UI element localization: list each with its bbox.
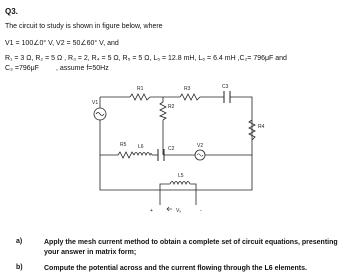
resistor-r5 — [118, 152, 134, 158]
label-l6: L6 — [138, 144, 144, 150]
label-vx: Vₓ — [176, 208, 181, 214]
inductor-l6 — [134, 153, 152, 156]
part-a — [16, 238, 346, 260]
part-b-label: b) — [16, 264, 23, 271]
voltage-source-v2 — [195, 150, 205, 160]
label-v1: V1 — [92, 100, 99, 106]
label-r4: R4 — [258, 124, 265, 130]
label-r1: R1 — [137, 86, 144, 92]
label-r3: R3 — [184, 86, 191, 92]
label-c3: C3 — [222, 84, 229, 90]
part-b — [16, 264, 346, 276]
c3-value: C₃ =796μF — [5, 65, 39, 72]
wire — [160, 184, 170, 190]
wire — [190, 184, 196, 190]
resistor-r3 — [180, 94, 200, 100]
source-values: V1 = 100∠0° V, V2 = 50∠60° V, and — [5, 40, 119, 47]
resistor-r2 — [160, 102, 166, 120]
label-v2: V2 — [197, 143, 204, 149]
question-intro: The circuit to study is shown in figure below, where — [5, 23, 163, 30]
part-b-text: Compute the potential across and the current flowing through the L6 elements. — [44, 265, 307, 272]
resistor-r1 — [130, 94, 150, 100]
inductor-l5 — [170, 182, 190, 185]
part-a-label: a) — [16, 238, 23, 245]
question-number: Q3. — [5, 7, 18, 16]
component-values: R₁ = 3 Ω, R₂ = 5 Ω , R₃ = 2, R₄ = 5 Ω, R₅ = 5 Ω, L₅ = 12.8 mH, L₆ = 6.4 mH ,C₂= 796μF and — [5, 55, 287, 62]
voltage-source-v1 — [94, 108, 106, 120]
vx-plus-sign: + — [150, 208, 153, 214]
label-l5: L5 — [178, 173, 184, 179]
label-r2: R2 — [168, 104, 175, 110]
label-c2: C2 — [168, 146, 175, 152]
frequency-value: , assume f=50Hz — [56, 65, 109, 72]
vx-minus-sign: - — [200, 208, 202, 214]
vx-arrow — [167, 207, 172, 211]
capacitor-c3 — [224, 91, 230, 103]
label-r5: R5 — [120, 142, 127, 148]
wire — [230, 97, 252, 160]
part-a-text: Apply the mesh current method to obtain a complete set of circuit equations, presenting your answer in matrix form; — [44, 239, 338, 256]
